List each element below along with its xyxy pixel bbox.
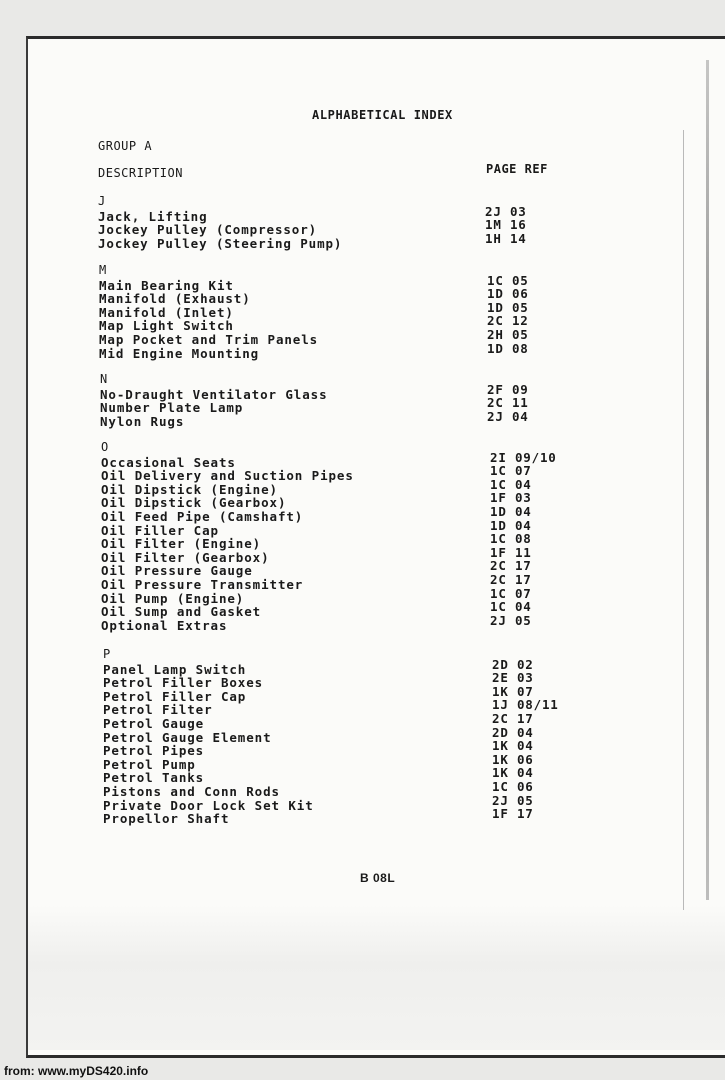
entry-description: Oil Sump and Gasket bbox=[101, 604, 262, 620]
entry-page-ref: 2C 11 bbox=[487, 395, 529, 411]
index-entry bbox=[101, 449, 557, 470]
description-column-header: DESCRIPTION bbox=[98, 166, 183, 180]
entry-page-ref: 1C 06 bbox=[492, 778, 534, 794]
index-entry bbox=[99, 272, 529, 293]
entry-page-ref: 1M 16 bbox=[485, 217, 527, 233]
source-watermark: from: www.myDS420.info bbox=[4, 1064, 149, 1078]
entry-page-ref: 1D 04 bbox=[490, 517, 532, 533]
entry-description: Oil Filter (Gearbox) bbox=[101, 549, 270, 565]
section-letter: P bbox=[103, 647, 111, 661]
entry-page-ref: 1H 14 bbox=[485, 230, 527, 246]
entry-description: Oil Pressure Gauge bbox=[101, 563, 253, 579]
entry-description: Mid Engine Mounting bbox=[99, 345, 260, 361]
entry-page-ref: 2C 12 bbox=[487, 313, 529, 329]
section-letter: M bbox=[99, 263, 107, 277]
entry-description: Jockey Pulley (Steering Pump) bbox=[98, 235, 343, 251]
entry-page-ref: 1C 05 bbox=[487, 272, 529, 288]
index-entry bbox=[103, 724, 534, 745]
entry-description: Number Plate Lamp bbox=[100, 400, 244, 416]
entry-page-ref: 1K 07 bbox=[492, 683, 534, 699]
entry-description: Manifold (Inlet) bbox=[99, 304, 234, 320]
entry-page-ref: 2J 03 bbox=[485, 203, 527, 219]
entry-page-ref: 2I 09/10 bbox=[490, 449, 557, 465]
page-shadow bbox=[28, 905, 725, 1050]
entry-description: Petrol Filler Cap bbox=[103, 688, 247, 704]
entry-description: Petrol Filter bbox=[103, 702, 213, 718]
entry-page-ref: 2C 17 bbox=[492, 710, 534, 726]
entry-page-ref: 1D 08 bbox=[487, 340, 529, 356]
index-section-m bbox=[99, 263, 529, 361]
entry-description: Petrol Gauge bbox=[103, 715, 205, 731]
entry-page-ref: 1C 07 bbox=[490, 585, 532, 601]
index-entry bbox=[103, 656, 534, 677]
entry-description: Panel Lamp Switch bbox=[103, 661, 247, 677]
page-edge-shadow bbox=[706, 60, 709, 900]
entry-description: Oil Dipstick (Gearbox) bbox=[101, 495, 287, 511]
entry-description: Main Bearing Kit bbox=[99, 277, 234, 293]
entry-page-ref: 1C 04 bbox=[490, 599, 532, 615]
entry-description: Oil Dipstick (Engine) bbox=[101, 481, 278, 497]
entry-page-ref: 1J 08/11 bbox=[492, 697, 559, 713]
entry-description: Propellor Shaft bbox=[103, 811, 230, 827]
index-entry bbox=[100, 381, 529, 402]
entry-description: Nylon Rugs bbox=[100, 413, 185, 429]
entry-page-ref: 2C 17 bbox=[490, 558, 532, 574]
entry-description: Oil Pressure Transmitter bbox=[101, 576, 304, 592]
entry-description: Petrol Tanks bbox=[103, 770, 205, 786]
entry-description: Petrol Pump bbox=[103, 756, 196, 772]
entry-page-ref: 2H 05 bbox=[487, 326, 529, 342]
entry-page-ref: 2C 17 bbox=[490, 571, 532, 587]
entry-page-ref: 2E 03 bbox=[492, 670, 534, 686]
entry-description: Optional Extras bbox=[101, 617, 228, 633]
index-section-j bbox=[98, 194, 527, 251]
entry-page-ref: 2D 02 bbox=[492, 656, 534, 672]
entry-page-ref: 2J 05 bbox=[490, 612, 532, 628]
entry-description: Jockey Pulley (Compressor) bbox=[98, 222, 318, 238]
entry-description: Map Light Switch bbox=[99, 318, 234, 334]
entry-description: Private Door Lock Set Kit bbox=[103, 797, 314, 813]
page-ref-column-header: PAGE REF bbox=[486, 162, 548, 176]
index-entry bbox=[103, 792, 534, 813]
entry-description: No-Draught Ventilator Glass bbox=[100, 386, 328, 402]
index-title: ALPHABETICAL INDEX bbox=[312, 108, 453, 122]
entry-page-ref: 2D 04 bbox=[492, 724, 534, 740]
entry-description: Petrol Gauge Element bbox=[103, 729, 272, 745]
entry-description: Pistons and Conn Rods bbox=[103, 783, 280, 799]
entry-description: Jack, Lifting bbox=[98, 208, 208, 224]
group-label: GROUP A bbox=[98, 139, 153, 153]
entry-description: Occasional Seats bbox=[101, 454, 236, 470]
index-section-o bbox=[101, 440, 557, 633]
footer-page-code: B 08L bbox=[360, 871, 396, 885]
entry-page-ref: 2J 05 bbox=[492, 792, 534, 808]
index-entry bbox=[101, 517, 532, 538]
entry-description: Petrol Filler Boxes bbox=[103, 675, 264, 691]
index-section-p bbox=[103, 647, 559, 827]
page-fold-line bbox=[683, 130, 684, 910]
entry-page-ref: 1K 06 bbox=[492, 751, 534, 767]
entry-page-ref: 1K 04 bbox=[492, 765, 534, 781]
index-entry bbox=[99, 340, 529, 361]
entry-description: Oil Filler Cap bbox=[101, 522, 219, 538]
entry-description: Oil Delivery and Suction Pipes bbox=[101, 468, 354, 484]
entry-page-ref: 1C 07 bbox=[490, 463, 532, 479]
entry-page-ref: 1F 17 bbox=[492, 806, 534, 822]
entry-description: Oil Pump (Engine) bbox=[101, 590, 245, 606]
entry-page-ref: 1K 04 bbox=[492, 738, 534, 754]
index-section-n bbox=[100, 372, 529, 429]
entry-page-ref: 1C 08 bbox=[490, 531, 532, 547]
entry-description: Petrol Pipes bbox=[103, 743, 205, 759]
index-entry bbox=[101, 558, 532, 579]
entry-description: Oil Filter (Engine) bbox=[101, 536, 262, 552]
entry-page-ref: 1C 04 bbox=[490, 476, 532, 492]
entry-page-ref: 2J 04 bbox=[487, 408, 529, 424]
entry-page-ref: 2F 09 bbox=[487, 381, 529, 397]
section-letter: J bbox=[98, 194, 106, 208]
section-letter: N bbox=[100, 372, 108, 386]
index-entry bbox=[103, 806, 534, 827]
entry-page-ref: 1D 04 bbox=[490, 503, 532, 519]
entry-page-ref: 1D 06 bbox=[487, 286, 529, 302]
index-entry bbox=[101, 585, 532, 606]
entry-page-ref: 1F 11 bbox=[490, 544, 532, 560]
index-entry bbox=[98, 203, 527, 224]
entry-page-ref: 1F 03 bbox=[490, 490, 532, 506]
entry-page-ref: 1D 05 bbox=[487, 299, 529, 315]
section-letter: O bbox=[101, 440, 109, 454]
entry-description: Oil Feed Pipe (Camshaft) bbox=[101, 508, 304, 524]
entry-description: Map Pocket and Trim Panels bbox=[99, 331, 319, 347]
entry-description: Manifold (Exhaust) bbox=[99, 291, 251, 307]
